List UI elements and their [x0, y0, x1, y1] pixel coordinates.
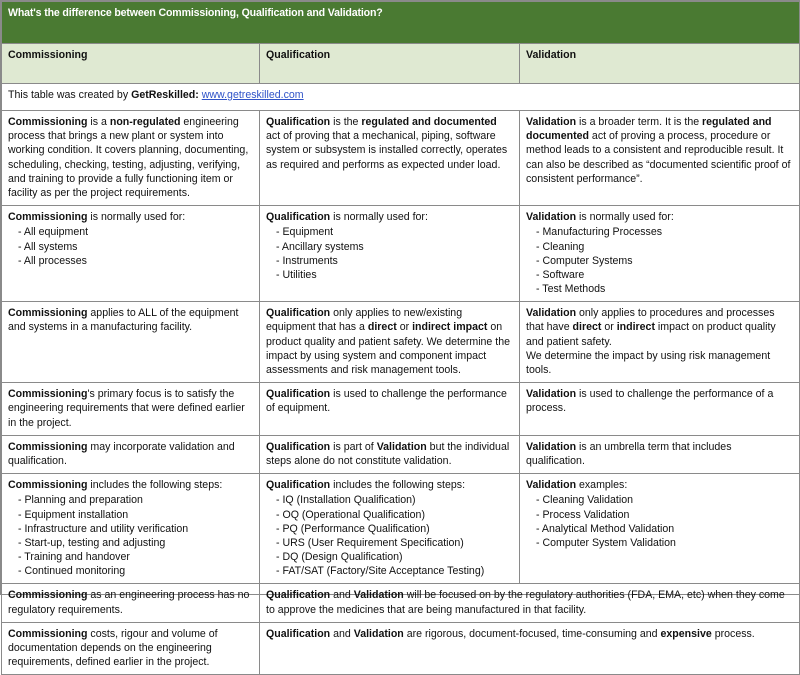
keyword-validation: Validation	[526, 116, 577, 128]
list-item: - Ancillary systems	[276, 240, 513, 254]
cell-commissioning-applies-to	[2, 302, 260, 383]
cell-validation-focus	[520, 383, 800, 436]
keyword-commissioning: Commissioning	[8, 627, 88, 640]
table-row	[2, 206, 800, 302]
text-fragment: is normally used for:	[576, 211, 674, 224]
keyword-commissioning: Commissioning	[8, 116, 88, 128]
text-fragment: is used to challenge the performance of equipment.	[266, 388, 507, 415]
keyword-emphasis: regulated and documented	[526, 116, 772, 143]
list-item: - All processes	[18, 254, 253, 268]
keyword-qualification: Qualification	[266, 479, 331, 492]
cell-qualification-applies-to	[260, 302, 520, 383]
text-fragment: includes the following steps:	[330, 479, 466, 492]
column-header-row	[2, 44, 800, 84]
keyword-emphasis: regulated and documented	[361, 116, 497, 128]
keyword-qualification: Qualification	[266, 440, 331, 453]
text-fragment: We determine the impact by using risk management tools.	[526, 349, 771, 376]
keyword-validation: Validation	[353, 589, 404, 602]
credit-prefix: This table was created by	[8, 89, 132, 101]
list-validation-examples	[526, 493, 793, 550]
title-row	[2, 2, 800, 44]
credit-attribution	[2, 84, 800, 111]
text-fragment: is normally used for:	[87, 211, 186, 224]
keyword-commissioning: Commissioning	[8, 589, 88, 602]
list-item: - Instruments	[276, 254, 513, 268]
list-item: - Equipment installation	[18, 508, 253, 522]
credit-row	[2, 84, 800, 111]
cell-commissioning-steps	[2, 474, 260, 584]
list-item: - Infrastructure and utility verification	[18, 522, 253, 536]
text-fragment: may incorporate validation and qualification.	[8, 440, 235, 467]
list-item: - Start-up, testing and adjusting	[18, 536, 253, 550]
text-fragment: on product quality and patient safety. We determine the impact by using system and component impact assessments and risk management tools.	[266, 321, 510, 376]
text-fragment: act of proving a process, procedure or method leads to a consistent and reproducible result. It can also be described as “documented scientific proof of consistent performance”.	[526, 130, 791, 185]
keyword-validation: Validation	[526, 479, 577, 492]
list-item: - Test Methods	[536, 282, 793, 296]
list-item: - Analytical Method Validation	[536, 522, 793, 536]
list-item: - Cleaning	[536, 240, 793, 254]
keyword-commissioning: Commissioning	[8, 211, 88, 224]
cell-qualification-steps	[260, 474, 520, 584]
list-item: - Process Validation	[536, 508, 793, 522]
text-fragment: is a broader term. It is the	[576, 116, 703, 128]
table-row	[2, 383, 800, 436]
keyword-direct: direct	[367, 321, 397, 334]
credit-website-link[interactable]: www.getreskilled.com	[201, 89, 304, 101]
list-item: - PQ (Performance Qualification)	[276, 522, 513, 536]
table-row	[2, 302, 800, 383]
cell-commissioning-regulatory	[2, 584, 260, 622]
list-item: - Computer Systems	[536, 254, 793, 268]
keyword-qualification: Qualification	[266, 211, 331, 224]
list-item: - Planning and preparation	[18, 493, 253, 507]
table-row	[2, 622, 800, 675]
text-fragment: applies to ALL of the equipment and systems in a manufacturing facility.	[8, 307, 239, 334]
list-validation-used-for	[526, 225, 793, 296]
cell-qualification-relationship	[260, 435, 520, 473]
table-row	[2, 435, 800, 473]
list-item: - Continued monitoring	[18, 564, 253, 578]
table-row	[2, 584, 800, 622]
cqv-comparison-table	[1, 1, 800, 675]
text-fragment: includes the following steps:	[87, 479, 223, 492]
text-fragment: is an umbrella term that includes qualification.	[526, 440, 732, 467]
column-header-commissioning: Commissioning	[2, 44, 260, 84]
text-fragment: process.	[711, 627, 755, 640]
text-fragment: but the individual steps alone do not constitute validation.	[266, 440, 510, 467]
keyword-validation: Validation	[526, 440, 577, 453]
text-fragment: is normally used for:	[330, 211, 428, 224]
list-qualification-used-for	[266, 225, 513, 282]
cell-qualification-used-for	[260, 206, 520, 302]
list-item: - All equipment	[18, 225, 253, 239]
keyword-indirect-impact: indirect impact	[412, 321, 488, 334]
cell-commissioning-focus	[2, 383, 260, 436]
cell-commissioning-definition	[2, 111, 260, 206]
cell-validation-relationship	[520, 435, 800, 473]
keyword-validation: Validation	[526, 211, 577, 224]
text-fragment: will be focused on by the regulatory authorities (FDA, EMA, etc) when they come to approve the medicines that are being manufactured in that facility.	[266, 589, 785, 616]
text-fragment: or	[396, 321, 413, 334]
keyword-indirect: indirect	[616, 321, 655, 334]
keyword-expensive: expensive	[660, 627, 712, 640]
credit-brand: GetReskilled:	[131, 89, 199, 101]
keyword-commissioning: Commissioning	[8, 479, 88, 492]
keyword-commissioning: Commissioning	[8, 440, 88, 453]
cell-qualification-definition	[260, 111, 520, 206]
keyword-commissioning: Commissioning	[8, 307, 88, 320]
cell-commissioning-used-for	[2, 206, 260, 302]
table-row	[2, 111, 800, 206]
keyword-qualification: Qualification	[266, 388, 331, 401]
list-item: - Training and handover	[18, 550, 253, 564]
text-fragment: impact on product quality and patient safety.	[526, 321, 776, 348]
list-item: - DQ (Design Qualification)	[276, 550, 513, 564]
list-item: - Utilities	[276, 268, 513, 282]
text-fragment: is a	[87, 116, 110, 128]
text-fragment: engineering process that brings a new plant or system into working condition. It covers planning, documenting, scheduling, checking, testing, adjusting, verifying, and training to provide a fully functioning item or facility as per the project requirements.	[8, 116, 249, 199]
list-item: - Equipment	[276, 225, 513, 239]
text-fragment: only applies to new/existing equipment that has a	[266, 307, 463, 334]
list-item: - Manufacturing Processes	[536, 225, 793, 239]
text-fragment: act of proving that a mechanical, piping, software system or subsystem is installed correctly, operates as required and performs as expected under load.	[266, 130, 508, 171]
keyword-qualification: Qualification	[266, 589, 331, 602]
list-item: - FAT/SAT (Factory/Site Acceptance Testing)	[276, 564, 513, 578]
text-fragment: or	[601, 321, 617, 334]
list-commissioning-steps	[8, 493, 253, 578]
text-fragment: only applies to procedures and processes that have	[526, 307, 775, 334]
keyword-qualification: Qualification	[266, 307, 331, 320]
list-item: - URS (User Requirement Specification)	[276, 536, 513, 550]
keyword-commissioning: Commissioning	[8, 388, 88, 401]
text-fragment: costs, rigour and volume of documentation depends on the engineering requirements, defined earlier in the project.	[8, 627, 218, 669]
keyword-qualification: Qualification	[266, 627, 331, 640]
keyword-direct: direct	[572, 321, 602, 334]
list-qualification-steps	[266, 493, 513, 578]
text-fragment: is used to challenge the performance of a process.	[526, 388, 774, 415]
text-fragment: examples:	[576, 479, 628, 492]
list-item: - IQ (Installation Qualification)	[276, 493, 513, 507]
cell-commissioning-relationship	[2, 435, 260, 473]
cell-validation-applies-to	[520, 302, 800, 383]
list-item: - Software	[536, 268, 793, 282]
keyword-validation: Validation	[526, 307, 577, 320]
cell-validation-definition	[520, 111, 800, 206]
cell-qualification-validation-cost	[260, 622, 800, 675]
column-header-qualification: Qualification	[260, 44, 520, 84]
cell-validation-examples	[520, 474, 800, 584]
list-item: - Cleaning Validation	[536, 493, 793, 507]
list-item: - Computer System Validation	[536, 536, 793, 550]
text-fragment: as an engineering process has no regulatory requirements.	[8, 589, 250, 616]
table-row	[2, 474, 800, 584]
text-fragment: and	[330, 627, 354, 640]
text-fragment: 's primary focus is to satisfy the engineering requirements that were defined earlier in the project.	[8, 388, 245, 429]
cell-commissioning-cost	[2, 622, 260, 675]
keyword-validation: Validation	[376, 440, 427, 453]
list-item: - All systems	[18, 240, 253, 254]
text-fragment: is the	[330, 116, 362, 128]
list-item: - OQ (Operational Qualification)	[276, 508, 513, 522]
keyword-validation: Validation	[353, 627, 404, 640]
text-fragment: are rigorous, document-focused, time-consuming and	[403, 627, 661, 640]
list-commissioning-used-for	[8, 225, 253, 268]
keyword-validation: Validation	[526, 388, 577, 401]
text-fragment: is part of	[330, 440, 377, 453]
text-fragment: and	[330, 589, 354, 602]
cell-qualification-focus	[260, 383, 520, 436]
cell-validation-used-for	[520, 206, 800, 302]
keyword-emphasis: non-regulated	[109, 116, 181, 128]
column-header-validation: Validation	[520, 44, 800, 84]
cell-qualification-validation-regulatory	[260, 584, 800, 622]
keyword-qualification: Qualification	[266, 116, 331, 128]
page-title: What's the difference between Commissioning, Qualification and Validation?	[2, 2, 800, 44]
